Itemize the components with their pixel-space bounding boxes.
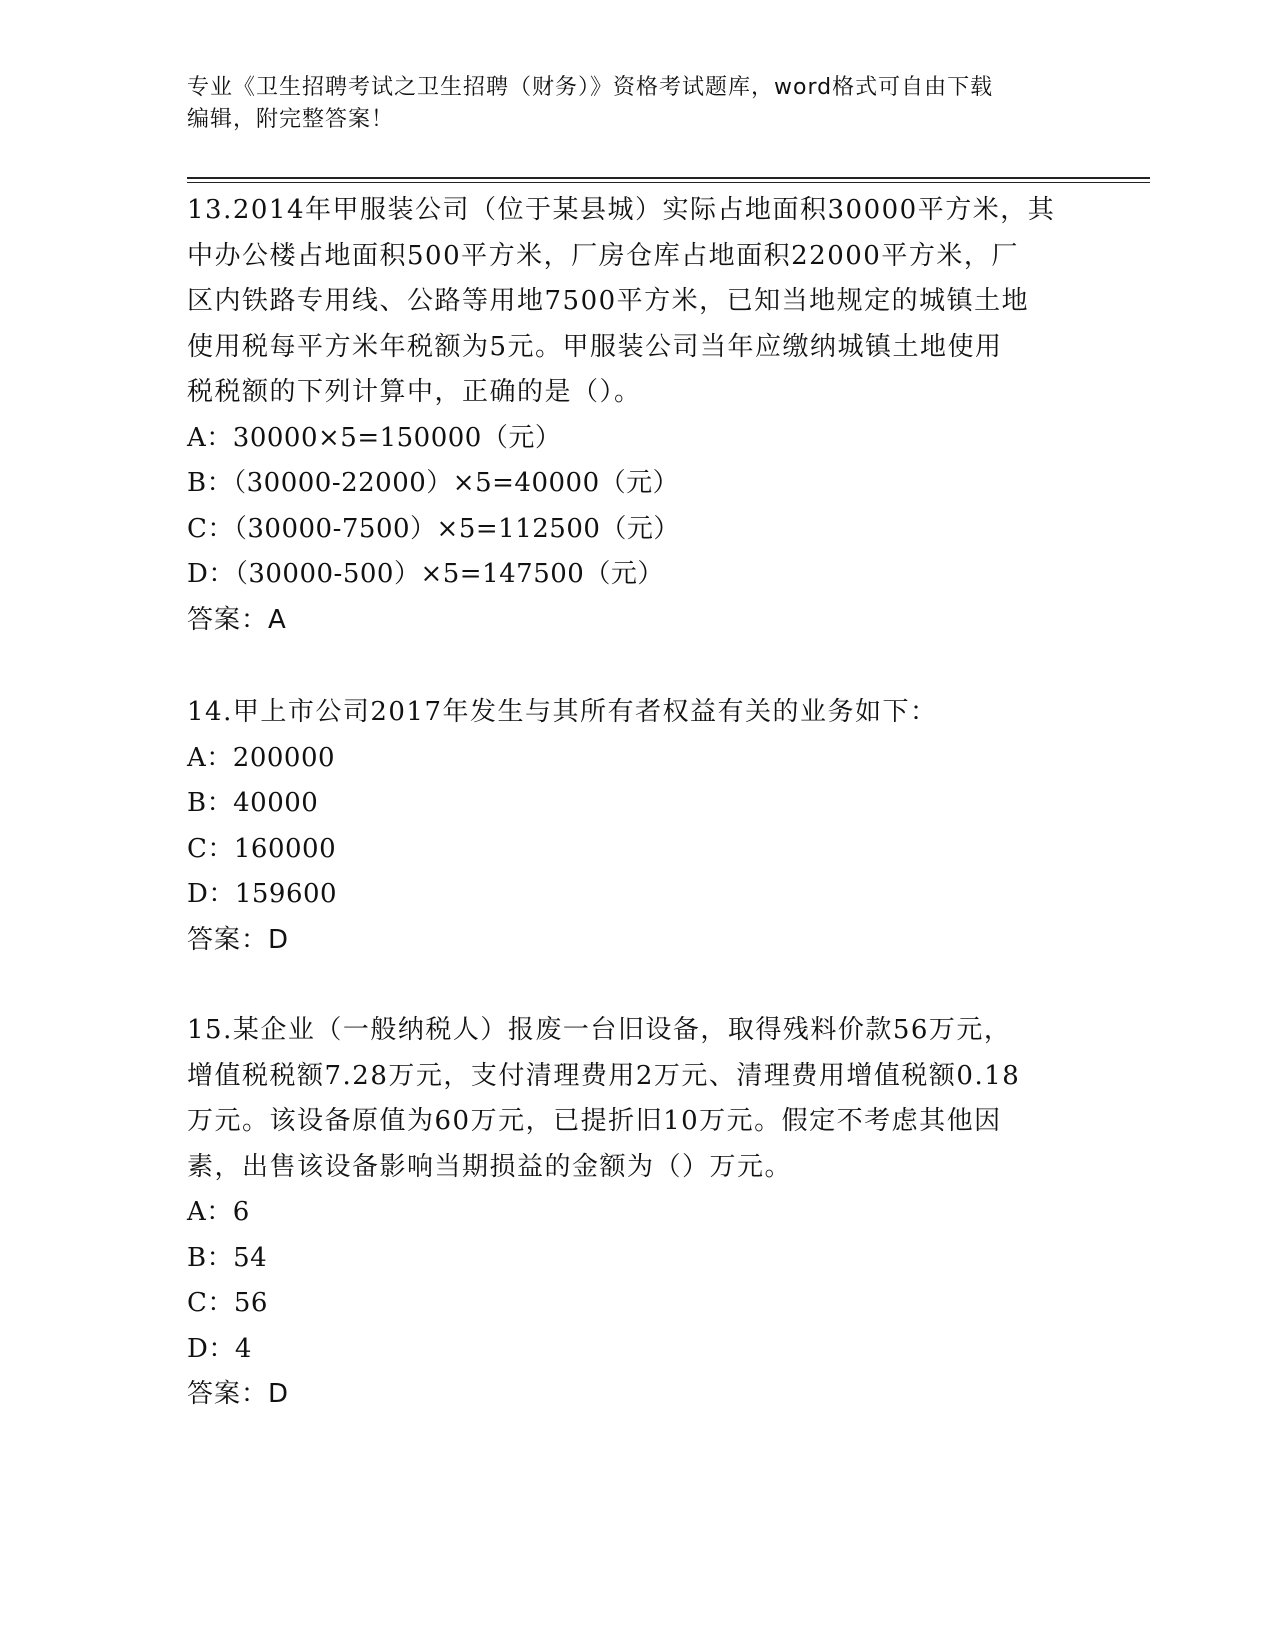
question-stem-line: 中办公楼占地面积500平方米，厂房仓库占地面积22000平方米，厂 bbox=[187, 240, 1019, 271]
question-stem-line: 万元。该设备原值为60万元，已提折旧10万元。假定不考虑其他因 bbox=[187, 1106, 1002, 1136]
option-a: A：200000 bbox=[187, 742, 336, 773]
document-header bbox=[187, 72, 1087, 136]
question-stem-line: 15.某企业（一般纳税人）报废一台旧设备，取得残料价款56万元， bbox=[187, 1015, 1012, 1045]
option-d: D：4 bbox=[187, 1333, 252, 1364]
question-stem-line: 区内铁路专用线、公路等用地7500平方米，已知当地规定的城镇土地 bbox=[187, 286, 1030, 316]
question-stem-line: 14.甲上市公司2017年发生与其所有者权益有关的业务如下： bbox=[187, 697, 938, 727]
answer-line: 答案：A bbox=[187, 604, 287, 635]
header-divider-thick bbox=[187, 177, 1150, 179]
header-divider-thin bbox=[187, 182, 1150, 183]
option-b: B：54 bbox=[187, 1242, 268, 1273]
question-stem-line: 13.2014年甲服装公司（位于某县城）实际占地面积30000平方米，其 bbox=[187, 195, 1056, 225]
header-line-1: 专业《卫生招聘考试之卫生招聘（财务）》资格考试题库，word格式可自由下载 bbox=[187, 75, 994, 100]
option-b: B：（30000-22000）×5=40000（元） bbox=[187, 468, 680, 498]
answer-line: 答案：D bbox=[187, 1379, 290, 1409]
option-a: A：30000×5=150000（元） bbox=[187, 422, 562, 453]
option-d: D：（30000-500）×5=147500（元） bbox=[187, 559, 664, 589]
question-stem-line: 使用税每平方米年税额为5元。甲服装公司当年应缴纳城镇土地使用 bbox=[187, 331, 1003, 362]
question-15 bbox=[187, 1008, 1087, 1418]
option-c: C：160000 bbox=[187, 833, 337, 864]
question-stem-line: 税税额的下列计算中，正确的是（）。 bbox=[187, 377, 642, 407]
question-stem-line: 素，出售该设备影响当期损益的金额为（）万元。 bbox=[187, 1151, 793, 1182]
header-line-2: 编辑，附完整答案！ bbox=[187, 107, 395, 132]
answer-line: 答案：D bbox=[187, 924, 290, 955]
question-stem-line: 增值税税额7.28万元，支付清理费用2万元、清理费用增值税额0.18 bbox=[187, 1060, 1021, 1091]
question-13 bbox=[187, 188, 1087, 643]
option-c: C：（30000-7500）×5=112500（元） bbox=[187, 513, 680, 544]
option-b: B：40000 bbox=[187, 788, 319, 818]
option-d: D：159600 bbox=[187, 879, 338, 909]
question-14 bbox=[187, 690, 1087, 963]
option-a: A：6 bbox=[187, 1197, 250, 1227]
option-c: C：56 bbox=[187, 1288, 268, 1318]
